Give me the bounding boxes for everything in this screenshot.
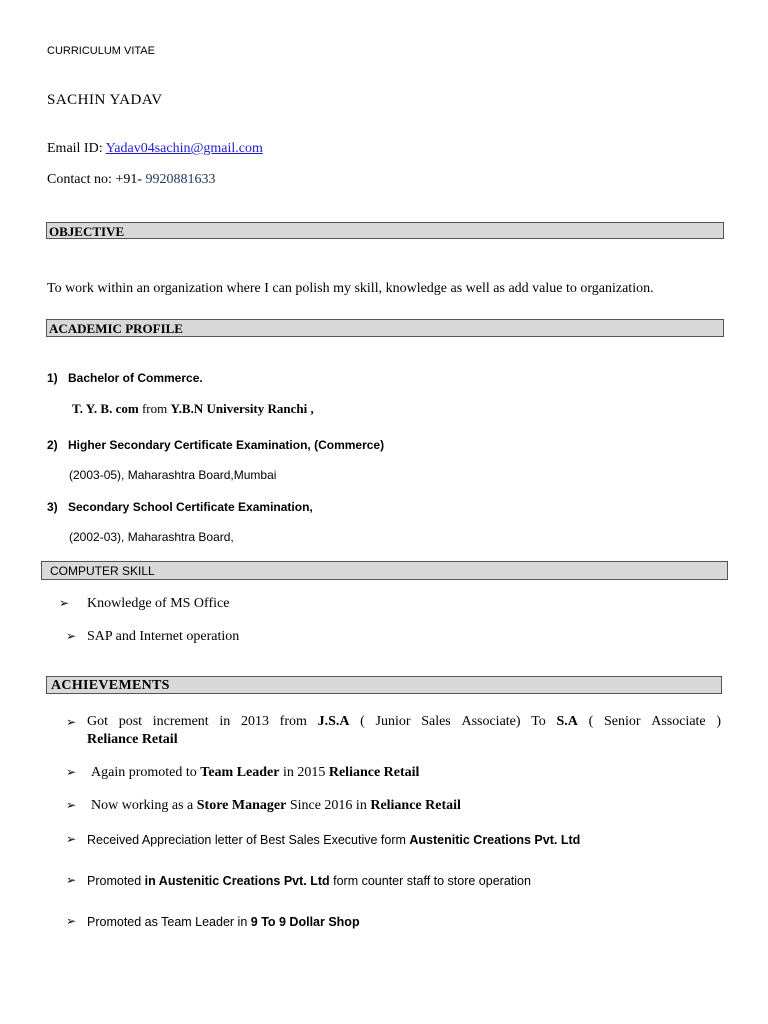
academic-item-detail	[72, 401, 314, 417]
objective-text: To work within an organization where I can polish my skill, knowledge as well as add value to organization.	[47, 281, 654, 296]
achievement-word: To	[531, 714, 546, 729]
achievement-word: S.A	[556, 714, 578, 729]
company-name: Reliance Retail	[370, 798, 461, 813]
achievement-word: Associate)	[461, 714, 521, 729]
achievement-item	[87, 714, 721, 730]
bullet-arrow-icon: ➢	[66, 629, 77, 643]
bullet-arrow-icon: ➢	[66, 765, 77, 779]
bullet-arrow-icon: ➢	[66, 832, 77, 846]
achievement-item	[87, 874, 531, 888]
achievement-item	[87, 833, 580, 847]
bullet-arrow-icon: ➢	[66, 715, 77, 729]
objective-heading: OBJECTIVE	[46, 222, 724, 239]
achievement-word: Associate	[651, 714, 706, 729]
document-title: CURRICULUM VITAE	[47, 45, 155, 57]
academic-item-num: 2)	[47, 438, 58, 452]
achievement-text: in 2015	[279, 765, 329, 780]
company-name: in Austenitic Creations Pvt. Ltd	[144, 874, 330, 888]
achievement-text: Promoted as Team Leader in	[87, 915, 251, 929]
bullet-arrow-icon: ➢	[59, 596, 70, 610]
university-name: Y.B.N University Ranchi ,	[170, 401, 314, 416]
company-name: Reliance Retail	[328, 765, 420, 780]
company-name: 9 To 9 Dollar Shop	[250, 915, 360, 929]
academic-item-title: Bachelor of Commerce.	[68, 371, 203, 385]
achievement-item	[91, 798, 461, 814]
contact-line	[47, 172, 216, 188]
connector-text: from	[138, 401, 171, 416]
achievement-word: 2013	[240, 714, 269, 729]
achievement-text: Again promoted to	[91, 765, 201, 780]
achievement-text: Received Appreciation letter of Best Sales Executive form	[87, 833, 410, 847]
academic-item-title: Higher Secondary Certificate Examination, (Commerce)	[68, 438, 385, 452]
academic-item-detail: (2002-03), Maharashtra Board,	[69, 530, 234, 544]
achievement-word: increment	[152, 714, 209, 729]
phone-number: 9920881633	[145, 172, 216, 187]
skill-item: Knowledge of MS Office	[87, 596, 230, 611]
academic-heading: ACADEMIC PROFILE	[46, 319, 724, 337]
role-name: Team Leader	[200, 765, 280, 780]
bullet-arrow-icon: ➢	[66, 798, 77, 812]
achievement-text: form counter staff to store operation	[329, 874, 531, 888]
candidate-name: SACHIN YADAV	[47, 92, 163, 108]
email-link[interactable]: Yadav04sachin@gmail.com	[105, 141, 263, 156]
computer-skill-heading: COMPUTER SKILL	[41, 561, 728, 580]
achievement-item	[91, 765, 419, 781]
achievement-word: Senior	[603, 714, 641, 729]
achievement-word: (	[588, 714, 594, 729]
skill-item: SAP and Internet operation	[87, 629, 240, 644]
academic-item-num: 1)	[47, 371, 58, 385]
contact-label: Contact no: +91-	[47, 172, 142, 187]
role-name: Store Manager	[196, 798, 287, 813]
achievement-text: Now working as a	[91, 798, 197, 813]
achievements-heading: ACHIEVEMENTS	[46, 676, 722, 694]
academic-item-title: Secondary School Certificate Examination,	[68, 500, 313, 514]
achievement-text: Since 2016 in	[286, 798, 371, 813]
achievement-word: post	[118, 714, 143, 729]
achievement-word: )	[716, 714, 721, 729]
achievement-word: in	[219, 714, 231, 729]
email-line	[47, 141, 263, 157]
achievement-item-continued: Reliance Retail	[87, 732, 178, 747]
achievement-word: (	[360, 714, 365, 729]
academic-item-detail: (2003-05), Maharashtra Board,Mumbai	[69, 468, 277, 482]
degree-name: T. Y. B. com	[72, 401, 139, 416]
achievement-text: Promoted	[87, 874, 145, 888]
academic-item-num: 3)	[47, 500, 58, 514]
bullet-arrow-icon: ➢	[66, 873, 77, 887]
achievement-word: from	[279, 714, 307, 729]
achievement-word: Junior	[375, 714, 411, 729]
email-label: Email ID:	[47, 141, 103, 156]
bullet-arrow-icon: ➢	[66, 914, 77, 928]
achievement-word: Got	[87, 714, 108, 729]
achievement-item	[87, 915, 360, 929]
company-name: Austenitic Creations Pvt. Ltd	[409, 833, 581, 847]
achievement-word: J.S.A	[317, 714, 350, 729]
achievement-word: Sales	[421, 714, 451, 729]
